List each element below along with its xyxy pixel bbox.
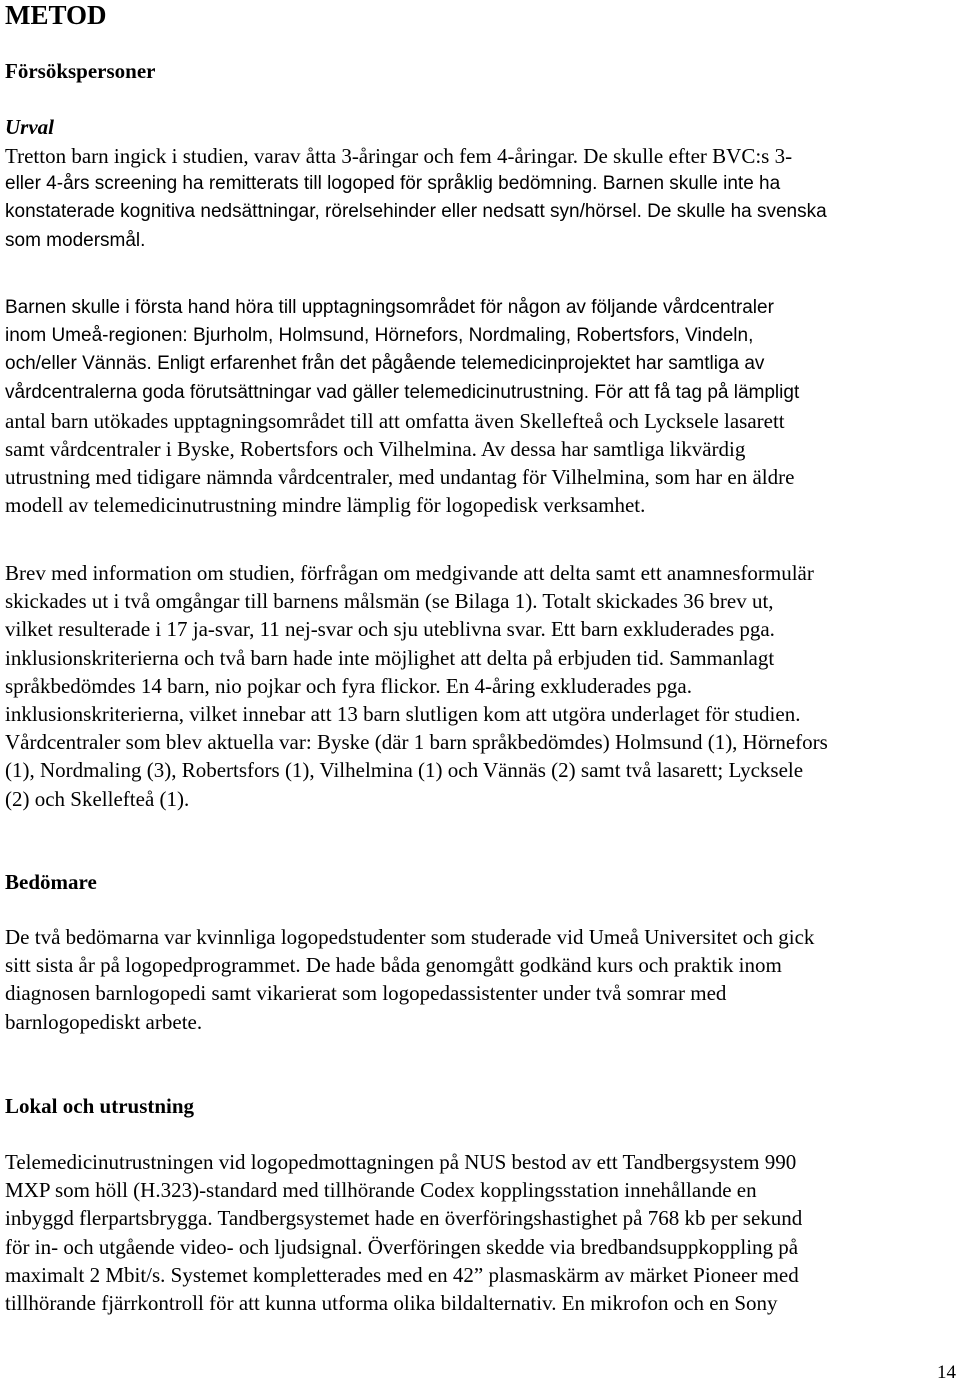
text-line: skickades ut i två omgångar till barnens målsmän (se Bilaga 1). Totalt skickades 36 brev ut, [5, 589, 774, 614]
text-line: och/eller Vännäs. Enligt erfarenhet från det pågående telemedicinprojektet har samtliga av [5, 353, 765, 375]
main-heading: METOD [5, 0, 107, 30]
text-line: utrustning med tidigare nämnda vårdcentraler, med undantag för Vilhelmina, som har en äldre [5, 465, 795, 490]
text-line: maximalt 2 Mbit/s. Systemet kompletterades med en 42” plasmaskärm av märket Pioneer med [5, 1262, 799, 1287]
text-line: inom Umeå-regionen: Bjurholm, Holmsund, Hörnefors, Nordmaling, Robertsfors, Vindeln, [5, 325, 754, 347]
text-line: modell av telemedicinutrustning mindre lämplig för logopedisk verksamhet. [5, 493, 646, 518]
text-line: vårdcentralerna goda förutsättningar vad gäller telemedicinutrustning. För att få tag på lämpligt [5, 381, 800, 403]
text-line: som modersmål. [5, 229, 146, 251]
text-line: sitt sista år på logopedprogrammet. De hade båda genomgått godkänd kurs och praktik inom [5, 953, 782, 978]
text-line: De två bedömarna var kvinnliga logopedstudenter som studerade vid Umeå Universitet och gick [5, 925, 815, 949]
text-line: Tretton barn ingick i studien, varav åtta 3-åringar och fem 4-åringar. De skulle efter BVC:s 3- [5, 144, 793, 168]
text-line: Brev med information om studien, förfrågan om medgivande att delta samt ett anamnesformulär [5, 561, 814, 585]
section-title-forsokspersoner: Försökspersoner [5, 59, 156, 83]
text-line: för in- och utgående video- och ljudsignal. Överföringen skedde via bredbandsuppkoppling på [5, 1234, 799, 1259]
text-line: MXP som höll (H.323)-standard med tillhörande Codex kopplingsstation innehållande en [5, 1178, 757, 1203]
section-title-lokal-och-utrustning: Lokal och utrustning [5, 1094, 195, 1118]
paragraph-urval-2 [5, 294, 960, 520]
text-line: Barnen skulle i första hand höra till upptagningsområdet för någon av följande vårdcentraler [5, 297, 774, 318]
text-line: vilket resulterade i 17 ja-svar, 11 nej-svar och sju uteblivna svar. Ett barn exkluderades pga. [5, 617, 775, 642]
text-line: konstaterade kognitiva nedsättningar, rörelsehinder eller nedsatt syn/hörsel. De skulle ha svenska [5, 201, 827, 223]
text-line: antal barn utökades upptagningsområdet till att omfatta även Skellefteå och Lycksele lasarett [5, 408, 785, 433]
paragraph-urval-3 [5, 559, 960, 813]
text-line: eller 4-års screening ha remitterats till logoped för språklig bedömning. Barnen skulle inte ha [5, 173, 781, 195]
text-line: diagnosen barnlogopedi samt vikarierat som logopedassistenter under två somrar med [5, 981, 727, 1006]
page-number: 14 [937, 1362, 956, 1383]
paragraph-lokal-och-utrustning [5, 1148, 960, 1317]
text-line: Telemedicinutrustningen vid logopedmottagningen på NUS bestod av ett Tandbergsystem 990 [5, 1150, 797, 1174]
text-line: (1), Nordmaling (3), Robertsfors (1), Vilhelmina (1) och Vännäs (2) samt två lasarett; Lycksele [5, 758, 804, 783]
text-line: (2) och Skellefteå (1). [5, 786, 190, 811]
text-line: inklusionskriterierna, vilket innebar att 13 barn slutligen kom att utgöra underlaget för studien. [5, 702, 801, 727]
section-title-bedomare: Bedömare [5, 870, 97, 894]
text-line: samt vårdcentraler i Byske, Robertsfors och Vilhelmina. Av dessa har samtliga likvärdig [5, 436, 746, 461]
text-line: Vårdcentraler som blev aktuella var: Byske (där 1 barn språkbedömdes) Holmsund (1), Hörnefors [5, 730, 828, 755]
subsection-title-urval: Urval [5, 115, 54, 139]
text-line: tillhörande fjärrkontroll för att kunna utforma olika bildalternativ. En mikrofon och en Sony [5, 1291, 778, 1316]
text-line: barnlogopediskt arbete. [5, 1009, 203, 1034]
paragraph-bedomare [5, 923, 960, 1036]
text-line: språkbedömdes 14 barn, nio pojkar och fyra flickor. En 4-åring exkluderades pga. [5, 673, 692, 698]
text-line: inklusionskriterierna och två barn hade inte möjlighet att delta på erbjuden tid. Sammanlagt [5, 645, 775, 670]
text-line: inbyggd flerpartsbrygga. Tandbergsystemet hade en överföringshastighet på 768 kb per sekund [5, 1206, 803, 1231]
paragraph-urval-1 [5, 142, 960, 255]
